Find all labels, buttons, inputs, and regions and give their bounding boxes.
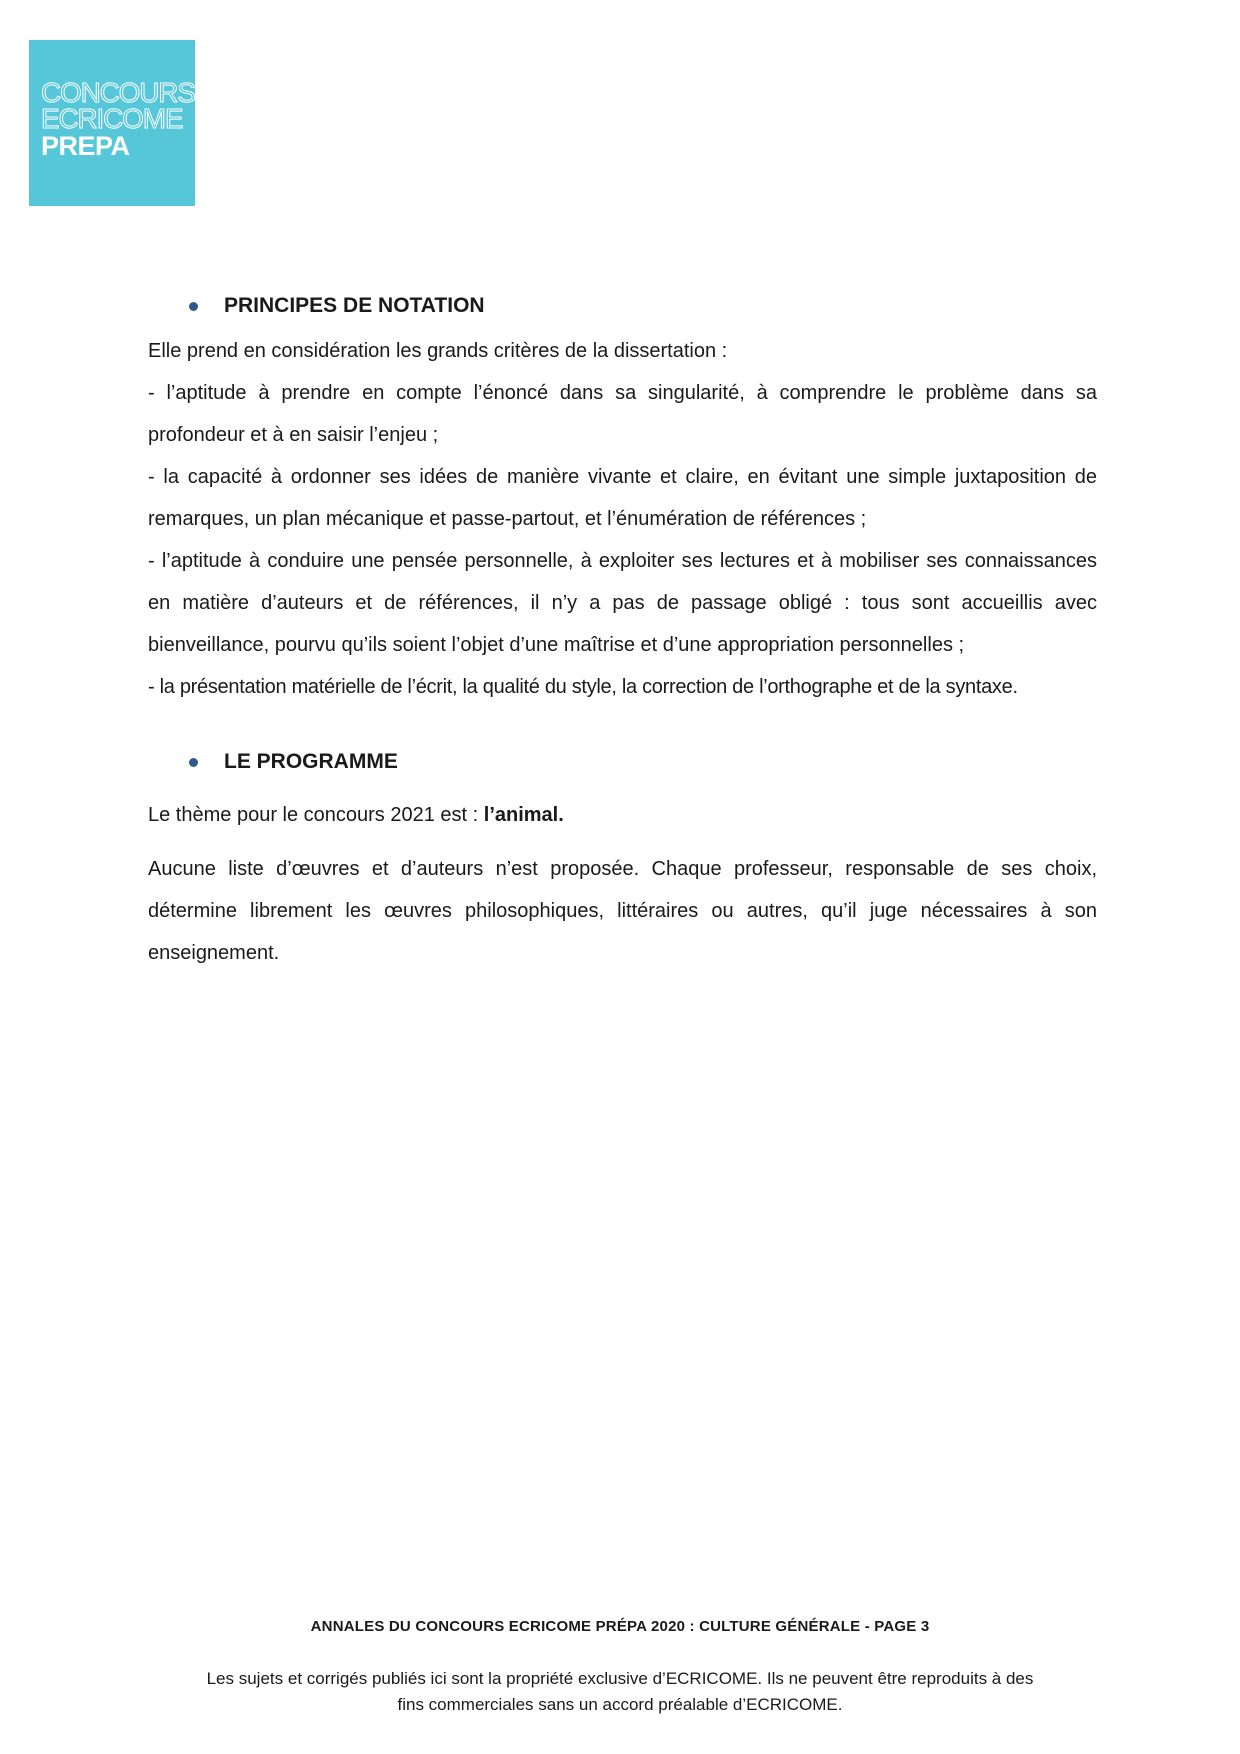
logo-line-concours: CONCOURS: [41, 77, 195, 108]
section-title: PRINCIPES DE NOTATION: [224, 294, 485, 317]
bullet-icon: [189, 302, 198, 311]
criterion-item: - l’aptitude à prendre en compte l’énoncé dans sa singularité, à comprendre le problème dans sa profondeur et à en saisir l’enjeu ;: [148, 382, 1097, 446]
footer-note-line: fins commerciales sans un accord préalable d’ECRICOME.: [397, 1695, 843, 1714]
programme-text: Aucune liste d’œuvres et d’auteurs n’est proposée. Chaque professeur, responsable de ses choix, détermine librement les œuvres philosophiques, littéraires ou autres, qu’il juge nécessaires à son enseignement.: [148, 858, 1097, 964]
footer-title: ANNALES DU CONCOURS ECRICOME PRÉPA 2020 : CULTURE GÉNÉRALE - PAGE 3: [310, 1618, 930, 1635]
footer-note-line: Les sujets et corrigés publiés ici sont la propriété exclusive d’ECRICOME. Ils ne peuvent être reproduits à des: [206, 1669, 1034, 1688]
notation-intro: Elle prend en considération les grands critères de la dissertation :: [148, 340, 728, 362]
logo-line-ecricome: ECRICOME: [41, 103, 183, 134]
logo-line-prepa: PREPA: [41, 131, 130, 161]
theme-value: l’animal.: [483, 804, 564, 826]
criterion-item: - la présentation matérielle de l’écrit, la qualité du style, la correction de l’orthographe et de la syntaxe.: [148, 676, 1018, 698]
programme-theme: [148, 794, 1097, 836]
ecricome-logo: [29, 40, 195, 206]
theme-prefix: Le thème pour le concours 2021 est :: [148, 804, 484, 826]
bullet-icon: [189, 758, 198, 767]
section-heading-programme: [148, 742, 1097, 782]
criterion-item: - l’aptitude à conduire une pensée personnelle, à exploiter ses lectures et à mobiliser ses connaissances en matière d’auteurs et de références, il n’y a pas de passage obligé : tous sont accueillis avec bienveillance, pourvu qu’ils soient l’objet d’une maîtrise et d’une appropriation personnelles ;: [148, 550, 1097, 656]
footer-copyright-note: [0, 1666, 1240, 1718]
section-title: LE PROGRAMME: [224, 750, 398, 773]
document-body: [148, 286, 1097, 974]
section-heading-notation: [148, 286, 1097, 326]
criterion-item: - la capacité à ordonner ses idées de manière vivante et claire, en évitant une simple juxtaposition de remarques, un plan mécanique et passe-partout, et l’énumération de références ;: [148, 466, 1097, 530]
